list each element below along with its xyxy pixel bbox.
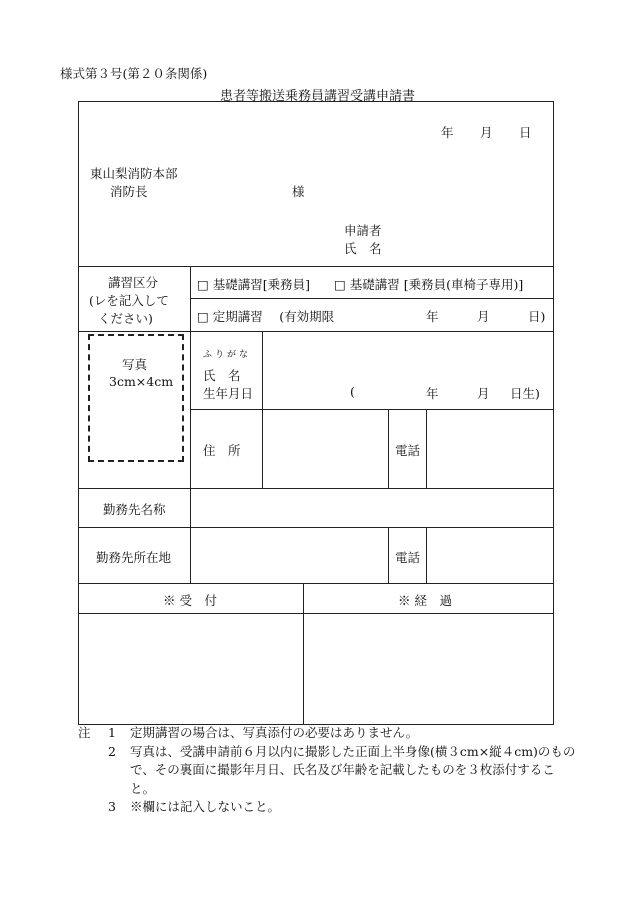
course-label-line2: (レを記入して bbox=[89, 293, 169, 308]
form-number: 様式第３号(第２０条関係) bbox=[60, 66, 208, 81]
divider-personal-label bbox=[262, 331, 263, 488]
divider-workplace-name bbox=[78, 527, 554, 528]
date-year-label: 年 bbox=[441, 125, 454, 140]
divider-address-phone-value bbox=[426, 409, 427, 488]
progress-header: ※ 経 過 bbox=[398, 593, 452, 608]
applicant-name-label: 氏 名 bbox=[344, 241, 382, 256]
note-item: 1 定期講習の場合は、写真添付の必要はありません。 bbox=[108, 725, 419, 740]
divider-course-section bbox=[78, 331, 554, 332]
course-option-basic-wheelchair[interactable]: □ 基礎講習 [乗務員(車椅子専用)] bbox=[334, 277, 524, 292]
birth-open-paren: ( bbox=[350, 384, 355, 399]
divider-course-options bbox=[191, 298, 554, 299]
date-month-label: 月 bbox=[480, 125, 493, 140]
date-day-label: 日 bbox=[519, 125, 532, 140]
workplace-name-label: 勤務先名称 bbox=[103, 502, 166, 517]
divider-office-columns bbox=[303, 583, 304, 725]
photo-placeholder bbox=[88, 334, 184, 462]
workplace-address-label: 勤務先所在地 bbox=[96, 550, 172, 565]
divider-top-section bbox=[78, 266, 554, 267]
workplace-phone-label: 電話 bbox=[395, 550, 421, 565]
photo-size-label: 3cm×4cm bbox=[109, 374, 174, 389]
course-label-line3: ください) bbox=[98, 311, 153, 326]
honorific: 様 bbox=[292, 184, 305, 199]
validity-day-label: 日) bbox=[528, 309, 546, 324]
divider-address-phone bbox=[388, 409, 389, 488]
form-title: 患者等搬送乗務員講習受講申請書 bbox=[220, 89, 416, 104]
validity-year-label: 年 bbox=[426, 309, 439, 324]
divider-workplace-address bbox=[78, 583, 554, 584]
notes-prefix: 注 bbox=[78, 725, 91, 740]
birth-month-label: 月 bbox=[477, 386, 490, 401]
divider-name-address bbox=[191, 409, 554, 410]
validity-month-label: 月 bbox=[477, 309, 490, 324]
divider-workplace-phone bbox=[388, 527, 389, 583]
photo-label: 写真 bbox=[122, 357, 148, 372]
phone-label: 電話 bbox=[395, 443, 421, 458]
applicant-label: 申請者 bbox=[344, 223, 382, 238]
birth-date-label: 生年月日 bbox=[203, 386, 254, 401]
course-option-basic[interactable]: □ 基礎講習[乗務員] bbox=[197, 277, 311, 292]
divider-personal-section bbox=[78, 488, 554, 489]
note-item: 2 写真は、受講申請前６月以内に撮影した正面上半身像(横３cm×縦４cm)のもので、その裏面に撮影年月日、氏名及び年齢を記載したものを３枚添付すること。 bbox=[108, 743, 576, 796]
divider-workplace-phone-value bbox=[426, 527, 427, 583]
birth-year-label: 年 bbox=[426, 386, 439, 401]
address-label: 住 所 bbox=[203, 443, 241, 458]
addressee-org: 東山梨消防本部 bbox=[90, 166, 178, 181]
divider-label-column bbox=[190, 266, 191, 583]
reception-header: ※ 受 付 bbox=[163, 593, 217, 608]
notes-section bbox=[78, 724, 578, 817]
course-label-line1: 講習区分 bbox=[108, 275, 159, 290]
divider-office-header bbox=[78, 613, 554, 614]
course-option-periodic[interactable]: □ 定期講習 (有効期限 bbox=[197, 309, 335, 324]
note-item: 3 ※欄には記入しないこと。 bbox=[108, 799, 281, 814]
addressee-role: 消防長 bbox=[110, 184, 148, 199]
name-label: 氏 名 bbox=[203, 368, 241, 383]
birth-day-label: 日生) bbox=[510, 386, 540, 401]
furigana-label: ふりがな bbox=[203, 350, 252, 360]
